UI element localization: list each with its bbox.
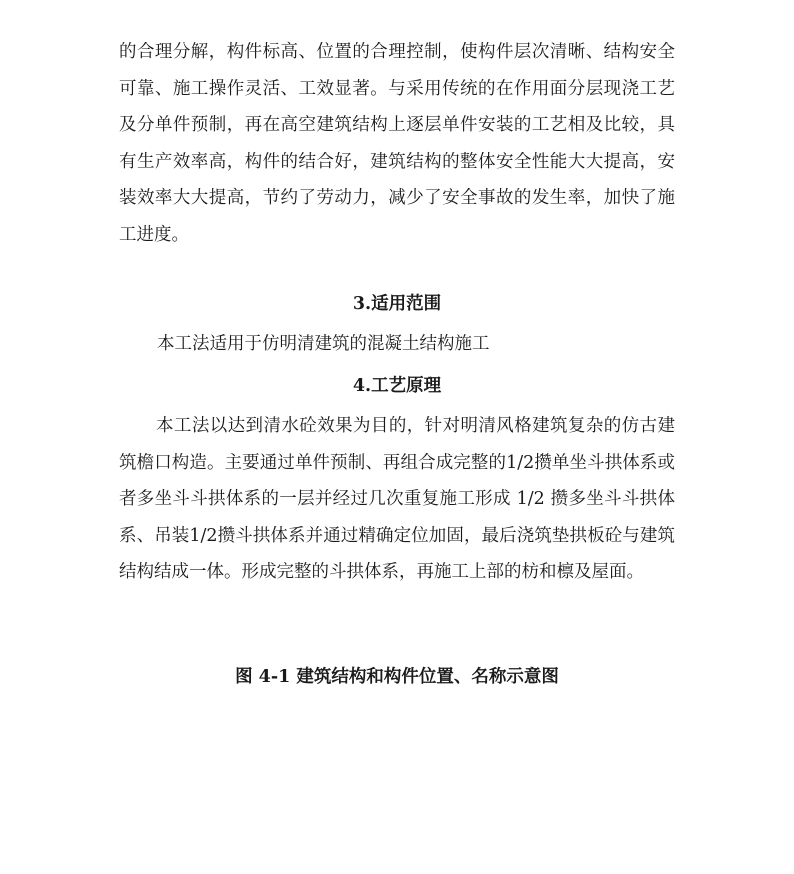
section-heading-scope: 3.适用范围 (352, 294, 442, 314)
paragraph-scope: 本工法适用于仿明清建筑的混凝土结构施工 (157, 334, 490, 354)
paragraph-construction-advantages: 的合理分解，构件标高、位置的合理控制，使构件层次清晰、结构安全可靠、施工操作灵活、工效显著。与采用传统的在作用面分层现浇工艺及分单件预制，再在高空建筑结构上逐层单件安装的工艺相及比较，具有生产效率高，构件的结合好，建筑结构的整体安全性能大大提高，安装效率大大提高，节约了劳动力，减少了安全事故的发生率，加快了施工进度。 (119, 42, 675, 245)
paragraph-principle: 本工法以达到清水砼效果为目的，针对明清风格建筑复杂的仿古建筑檐口构造。主要通过单件预制、再组合成完整的1/2攒单坐斗拱体系或者多坐斗斗拱体系的一层并经过几次重复施工形成 1/2 攒多坐斗斗拱体系、吊装1/2攒斗拱体系并通过精确定位加固，最后浇筑垫拱板砼与建筑结构结成一体。形成完整的斗拱体系，再施工上部的枋和檩及屋面。 (119, 416, 675, 583)
figure-caption: 图 4-1 建筑结构和构件位置、名称示意图 (235, 667, 559, 687)
section-heading-principle: 4.工艺原理 (352, 376, 442, 396)
